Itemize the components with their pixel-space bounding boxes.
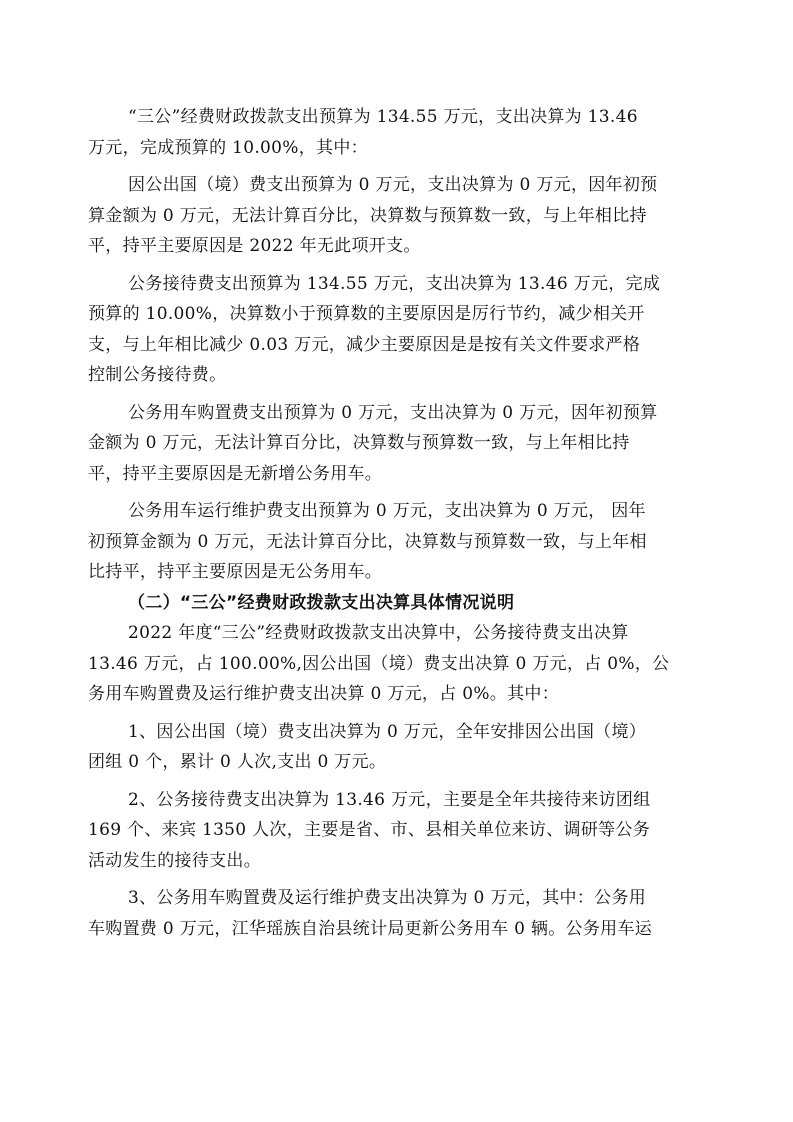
text-line: 3、公务用车购置费及运行维护费支出决算为 0 万元，其中：公务用 bbox=[128, 888, 647, 908]
text-line: 平，持平主要原因是无新增公务用车。 bbox=[88, 463, 383, 484]
paragraph-vehicle-operation bbox=[88, 496, 708, 588]
text-line: 预算的 10.00%，决算数小于预算数的主要原因是厉行节约，减少相关开 bbox=[88, 304, 645, 324]
text-line: 公务用车购置费支出预算为 0 万元，支出决算为 0 万元，因年初预算 bbox=[128, 402, 658, 423]
text-line: 车购置费 0 万元，江华瑶族自治县统计局更新公务用车 0 辆。公务用车运 bbox=[88, 918, 653, 939]
text-line: 13.46 万元，占 100.00%,因公出国（境）费支出决算 0 万元，占 0%，公 bbox=[88, 653, 670, 674]
section-heading: （二）“三公”经费财政拨款支出决算具体情况说明 bbox=[128, 592, 515, 613]
text-line: 169 个、来宾 1350 人次，主要是省、市、县相关单位来访、调研等公务 bbox=[88, 820, 651, 840]
text-line: 初预算金额为 0 万元，无法计算百分比，决算数与预算数一致，与上年相 bbox=[88, 531, 647, 552]
paragraph-overview-2022 bbox=[88, 618, 708, 710]
text-line: 平，持平主要原因是 2022 年无此项开支。 bbox=[88, 236, 421, 256]
paragraph-item-3 bbox=[88, 883, 708, 944]
document-page bbox=[88, 102, 708, 944]
text-line: 公务用车运行维护费支出预算为 0 万元，支出决算为 0 万元， 因年 bbox=[128, 501, 646, 521]
text-line: 控制公务接待费。 bbox=[88, 365, 227, 385]
text-line: 2022 年度“三公”经费财政拨款支出决算中，公务接待费支出决算 bbox=[128, 623, 629, 643]
paragraph-item-2 bbox=[88, 785, 708, 877]
text-line: 金额为 0 万元，无法计算百分比，决算数与预算数一致，与上年相比持 bbox=[88, 433, 630, 453]
text-line: 支，与上年相比减少 0.03 万元，减少主要原因是是按有关文件要求严格 bbox=[88, 334, 641, 355]
text-line: 算金额为 0 万元，无法计算百分比，决算数与预算数一致，与上年相比持 bbox=[88, 205, 647, 226]
text-line: 1、因公出国（境）费支出决算为 0 万元，全年安排因公出国（境） bbox=[128, 721, 647, 742]
text-line: 2、公务接待费支出决算为 13.46 万元，主要是全年共接待来访团组 bbox=[128, 789, 651, 810]
text-line: 公务接待费支出预算为 134.55 万元，支出决算为 13.46 万元，完成 bbox=[128, 273, 661, 294]
paragraph-reception bbox=[88, 269, 708, 391]
text-line: 比持平，持平主要原因是无公务用车。 bbox=[88, 562, 383, 582]
text-line: 务用车购置费及运行维护费支出决算 0 万元，占 0%。其中： bbox=[88, 684, 559, 704]
text-line: 活动发生的接待支出。 bbox=[88, 850, 261, 871]
text-line: “三公”经费财政拨款支出预算为 134.55 万元，支出决算为 13.46 bbox=[128, 107, 638, 127]
text-line: 万元，完成预算的 10.00%，其中： bbox=[88, 137, 368, 158]
paragraph-item-1 bbox=[88, 717, 708, 778]
text-line: 因公出国（境）费支出预算为 0 万元，支出决算为 0 万元，因年初预 bbox=[128, 175, 658, 195]
paragraph-sangong-summary bbox=[88, 102, 708, 163]
paragraph-vehicle-purchase bbox=[88, 398, 708, 490]
paragraph-overseas-trip bbox=[88, 170, 708, 262]
text-line: 团组 0 个，累计 0 人次,支出 0 万元。 bbox=[88, 752, 387, 772]
